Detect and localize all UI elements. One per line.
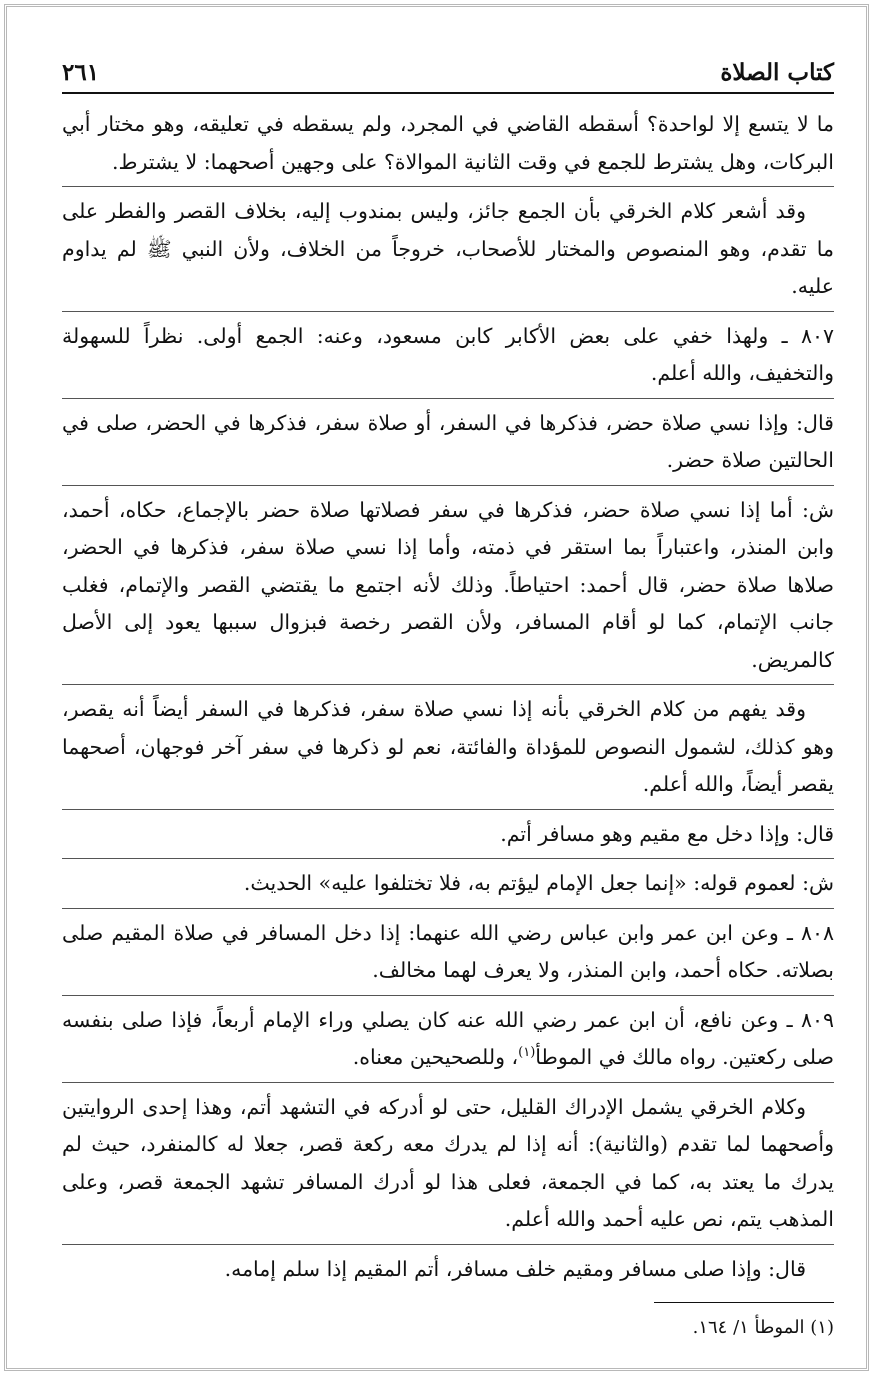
paragraph-text: ٨٠٩ ـ وعن نافع، أن ابن عمر رضي الله عنه كان يصلي وراء الإمام أربعاً، فإذا صلى بنفسه صلى ركعتين. رواه مالك في الموطأ bbox=[62, 1007, 834, 1069]
page-body bbox=[62, 94, 834, 1343]
footnote: (١) الموطأ ١/ ١٦٤. bbox=[692, 1317, 834, 1338]
paragraph: وكلام الخرقي يشمل الإدراك القليل، حتى لو أدركه في التشهد أتم، وهذا إحدى الروايتين وأصحهما لما تقدم (والثانية): أنه إذا لم يدرك معه ركعة قصر، جعلا له كالمنفرد، حيث لم يدرك ما يعتد به، كما في الجمعة، فعلى هذا لو أدرك المسافر تشهد الجمعة قصر، وعلى المذهب يتم، نص عليه أحمد والله أعلم. bbox=[62, 1094, 834, 1231]
paragraph-separator bbox=[62, 995, 834, 996]
paragraph: وقد يفهم من كلام الخرقي بأنه إذا نسي صلاة سفر، فذكرها في السفر أيضاً أنه يقصر، وهو كذلك، لشمول النصوص للمؤداة والفائتة، نعم لو ذكرها في سفر آخر فوجهان، أصحهما يقصر أيضاً، والله أعلم. bbox=[62, 697, 834, 796]
page-number: ٢٦١ bbox=[62, 59, 100, 86]
paragraph: ش: أما إذا نسي صلاة حضر، فذكرها في سفر فصلاتها صلاة حضر بالإجماع، حكاه، أحمد، وابن المنذر، واعتباراً بما استقر في ذمته، وأما إذا نسي صلاة سفر، فذكرها في الحضر، صلاها صلاة حضر، قال أحمد: احتياطاً. وذلك لأنه اجتمع ما يقتضي القصر والإتمام، فغلب جانب الإتمام، كما لو أقام المسافر، ولأن القصر رخصة فبزوال سببها يعود إلى الأصل كالمريض. bbox=[62, 497, 834, 672]
paragraph-separator bbox=[62, 485, 834, 486]
paragraph: وقد أشعر كلام الخرقي بأن الجمع جائز، وليس بمندوب إليه، بخلاف القصر والفطر على ما تقدم، وهو المنصوص والمختار للأصحاب، خروجاً من الخلاف، ولأن النبي ﷺ لم يداوم عليه. bbox=[62, 199, 834, 298]
paragraph-separator bbox=[62, 398, 834, 399]
paragraph-separator bbox=[62, 908, 834, 909]
paragraph: قال: وإذا دخل مع مقيم وهو مسافر أتم. bbox=[500, 821, 834, 846]
paragraph-separator bbox=[62, 1082, 834, 1083]
footnote-rule bbox=[654, 1302, 834, 1303]
paragraph-separator bbox=[62, 186, 834, 187]
paragraph: ما لا يتسع إلا لواحدة؟ أسقطه القاضي في المجرد، ولم يسقطه في تعليقه، وهو مختار أبي البركات، وهل يشترط للجمع في وقت الثانية الموالاة؟ على وجهين أصحهما: لا يشترط. bbox=[62, 112, 834, 174]
paragraph-separator bbox=[62, 809, 834, 810]
footnote-marker[interactable]: (١) bbox=[518, 1045, 536, 1061]
paragraph: قال: وإذا نسي صلاة حضر، فذكرها في السفر، أو صلاة سفر، فذكرها في الحضر، صلى في الحالتين صلاة حضر. bbox=[62, 410, 834, 472]
paragraph-separator bbox=[62, 684, 834, 685]
paragraph bbox=[62, 1002, 834, 1077]
paragraph-separator bbox=[62, 311, 834, 312]
book-page bbox=[62, 40, 834, 1361]
paragraph-text-tail: ، وللصحيحين معناه. bbox=[352, 1045, 519, 1069]
paragraph: ٨٠٨ ـ وعن ابن عمر وابن عباس رضي الله عنهما: إذا دخل المسافر في صلاة المقيم صلى بصلاته. حكاه أحمد، وابن المنذر، ولا يعرف لهما مخالف. bbox=[62, 920, 834, 982]
running-header bbox=[62, 40, 834, 94]
chapter-title: كتاب الصلاة bbox=[720, 59, 834, 86]
paragraph: ش: لعموم قوله: «إنما جعل الإمام ليؤتم به، فلا تختلفوا عليه» الحديث. bbox=[243, 871, 834, 895]
paragraph-separator bbox=[62, 858, 834, 859]
paragraph: قال: وإذا صلى مسافر ومقيم خلف مسافر، أتم المقيم إذا سلم إمامه. bbox=[224, 1256, 806, 1281]
paragraph-separator bbox=[62, 1244, 834, 1245]
paragraph: ٨٠٧ ـ ولهذا خفي على بعض الأكابر كابن مسعود، وعنه: الجمع أولى. نظراً للسهولة والتخفيف، والله أعلم. bbox=[62, 323, 834, 385]
